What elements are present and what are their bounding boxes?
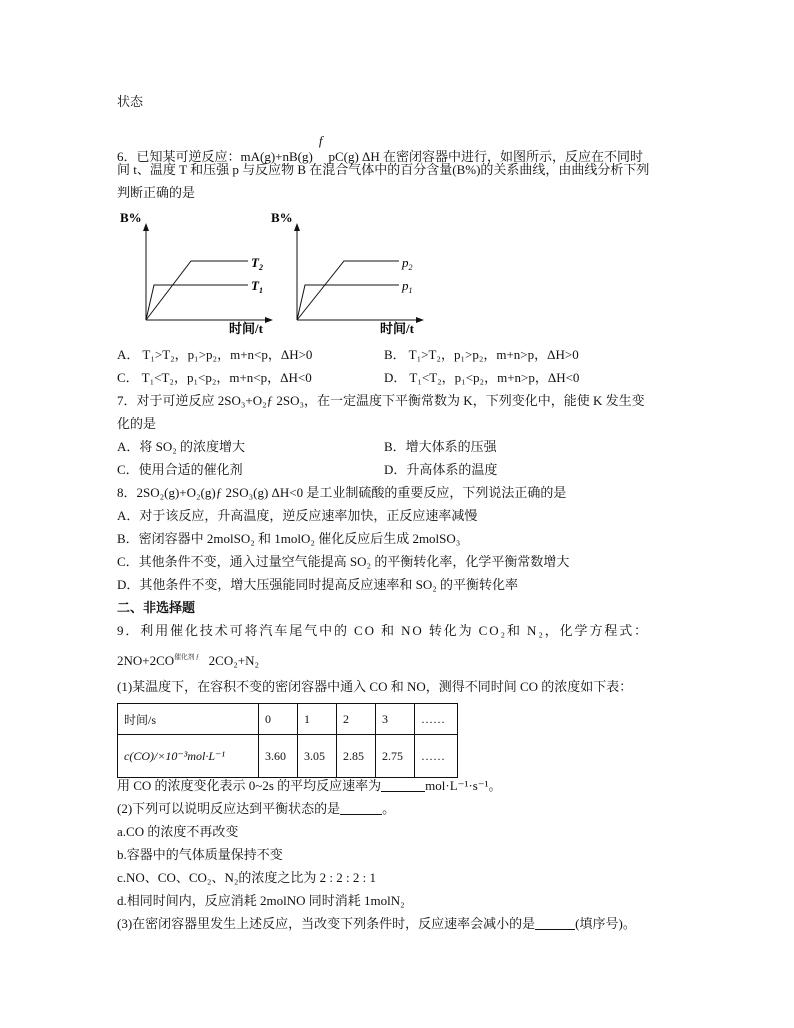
table-cell: 3.60 — [259, 735, 298, 778]
q7-option-d: D．升高体系的温度 — [384, 462, 498, 477]
q7-option-c: C．使用合适的催化剂 — [117, 462, 243, 477]
q6-option-d: D． T₁<T₂，p₁<p₂，m+n>p，ΔH<0 — [384, 370, 580, 385]
q7-line1: 7．对于可逆反应 2SO₃+O₂ƒ 2SO₃，在一定温度下平衡常数为 K，下列变化中，能使 K 发生变 — [117, 393, 645, 408]
header-fragment: 状态 — [117, 94, 144, 109]
q9-eq-condition: 催化剂 ƒ — [174, 653, 199, 661]
q9-eq-left: 2NO+2CO — [117, 653, 175, 668]
graph2-label-p1: $p_1$ — [402, 278, 413, 295]
q9-rate-text: 用 CO 的浓度变化表示 0~2s 的平均反应速率为 — [117, 778, 382, 793]
q8-option-b: B．密闭容器中 2molSO₂ 和 1molO₂ 催化反应后生成 2molSO₃ — [117, 531, 461, 546]
graph1-ylabel: B% — [120, 210, 142, 225]
q9-part3-text: (3)在密闭容器里发生上述反应，当改变下列条件时，反应速率会减小的是 — [117, 916, 536, 931]
q6-equilibrium-f: f — [318, 133, 323, 148]
q7-option-b: B．增大体系的压强 — [384, 439, 497, 454]
q6-number: 6． — [117, 149, 137, 164]
graph1-label-T1: $T_1$ — [251, 278, 263, 295]
table-cell: 2.85 — [337, 735, 376, 778]
q9-equation — [117, 648, 259, 670]
q6-line1-a: 已知某可逆反应：mA(g)+nB(g) — [136, 149, 313, 164]
q9-choice-b: b.容器中的气体质量保持不变 — [117, 847, 283, 862]
q9-part2-end: 。 — [382, 801, 396, 816]
q6-line1-b: pC(g) ΔH 在密闭容器中进行，如图所示，反应在不同时 — [328, 149, 644, 164]
q9-rate-line — [117, 777, 502, 795]
q9-part2 — [117, 800, 395, 818]
graph2-x-arrow — [416, 317, 424, 323]
table-row — [118, 735, 458, 778]
q6-option-b: B． T₁>T₂，p₁>p₂，m+n>p，ΔH>0 — [384, 347, 579, 362]
q8-option-a: A．对于该反应，升高温度，逆反应速率加快，正反应速率减慢 — [117, 508, 478, 523]
graph2-curve-p2 — [297, 261, 399, 320]
q6-option-a: A． T₁>T₂，p₁>p₂，m+n<p，ΔH>0 — [117, 347, 313, 362]
q6-line3: 判断正确的是 — [117, 185, 196, 200]
q8-option-d: D．其他条件不变，增大压强能同时提高反应速率和 SO₂ 的平衡转化率 — [117, 577, 519, 592]
table-row — [118, 704, 458, 735]
table-cell: 2.75 — [376, 735, 415, 778]
graph2-xlabel: 时间/t — [380, 321, 414, 336]
graph2-ylabel: B% — [271, 210, 293, 225]
table-cell: …… — [415, 704, 458, 735]
table-cell: 2 — [337, 704, 376, 735]
graph1-xlabel: 时间/t — [229, 321, 263, 336]
section-heading: 二、非选择题 — [117, 600, 196, 615]
graph-temperature — [117, 205, 277, 339]
table-cell: 3.05 — [298, 735, 337, 778]
table-cell: c(CO)/×10⁻³mol·L⁻¹ — [118, 735, 259, 778]
answer-blank-equilibrium[interactable] — [340, 802, 382, 815]
graph2-curve-p1 — [297, 285, 399, 320]
graph2-y-arrow — [294, 223, 300, 231]
table-cell: 0 — [259, 704, 298, 735]
table-cell: 3 — [376, 704, 415, 735]
q9-rate-unit: mol·L⁻¹·s⁻¹。 — [425, 778, 502, 793]
q9-choice-c: c.NO、CO、CO₂、N₂的浓度之比为 2 : 2 : 2 : 1 — [117, 870, 376, 885]
q7-option-a: A．将 SO₂ 的浓度增大 — [117, 439, 246, 454]
q9-part3-end: (填序号)。 — [575, 916, 636, 931]
q9-intro: 9．利用催化技术可将汽车尾气中的 CO 和 NO 转化为 CO₂和 N₂，化学方程式： — [117, 623, 650, 638]
q6-line2: 间 t、温度 T 和压强 p 与反应物 B 在混合气体中的百分含量(B%)的关系曲线，由曲线分析下列 — [117, 162, 650, 177]
answer-blank-rate[interactable] — [381, 779, 425, 792]
graph1-label-T2: $T_2$ — [251, 255, 263, 272]
q6-option-c: C． T₁<T₂，p₁<p₂，m+n<p，ΔH<0 — [117, 370, 312, 385]
q8-line1: 8．2SO₂(g)+O₂(g)ƒ 2SO₃(g) ΔH<0 是工业制硫酸的重要反应，下列说法正确的是 — [117, 485, 567, 500]
q9-eq-right: 2CO₂+N₂ — [208, 653, 260, 668]
q9-choice-d: d.相同时间内，反应消耗 2molNO 同时消耗 1molN₂ — [117, 893, 405, 908]
concentration-table — [117, 703, 458, 778]
table-cell: 1 — [298, 704, 337, 735]
graph1-curve-T2 — [146, 261, 248, 320]
table-cell: …… — [415, 735, 458, 778]
q7-line2: 化的是 — [117, 416, 157, 431]
q9-part2-text: (2)下列可以说明反应达到平衡状态的是 — [117, 801, 341, 816]
graph1-curve-T1 — [146, 285, 248, 320]
table-cell: 时间/s — [118, 704, 259, 735]
q9-part1: (1)某温度下，在容积不变的密闭容器中通入 CO 和 NO，测得不同时间 CO 的浓度如下表： — [117, 679, 633, 694]
q8-option-c: C．其他条件不变，通入过量空气能提高 SO₂ 的平衡转化率，化学平衡常数增大 — [117, 554, 570, 569]
graph2-label-p2: $p_2$ — [402, 255, 413, 272]
q9-choice-a: a.CO 的浓度不再改变 — [117, 824, 239, 839]
answer-blank-rate-decrease[interactable] — [535, 917, 575, 930]
graph1-y-arrow — [143, 223, 149, 231]
graph-pressure — [268, 205, 428, 339]
q9-part3 — [117, 915, 636, 933]
